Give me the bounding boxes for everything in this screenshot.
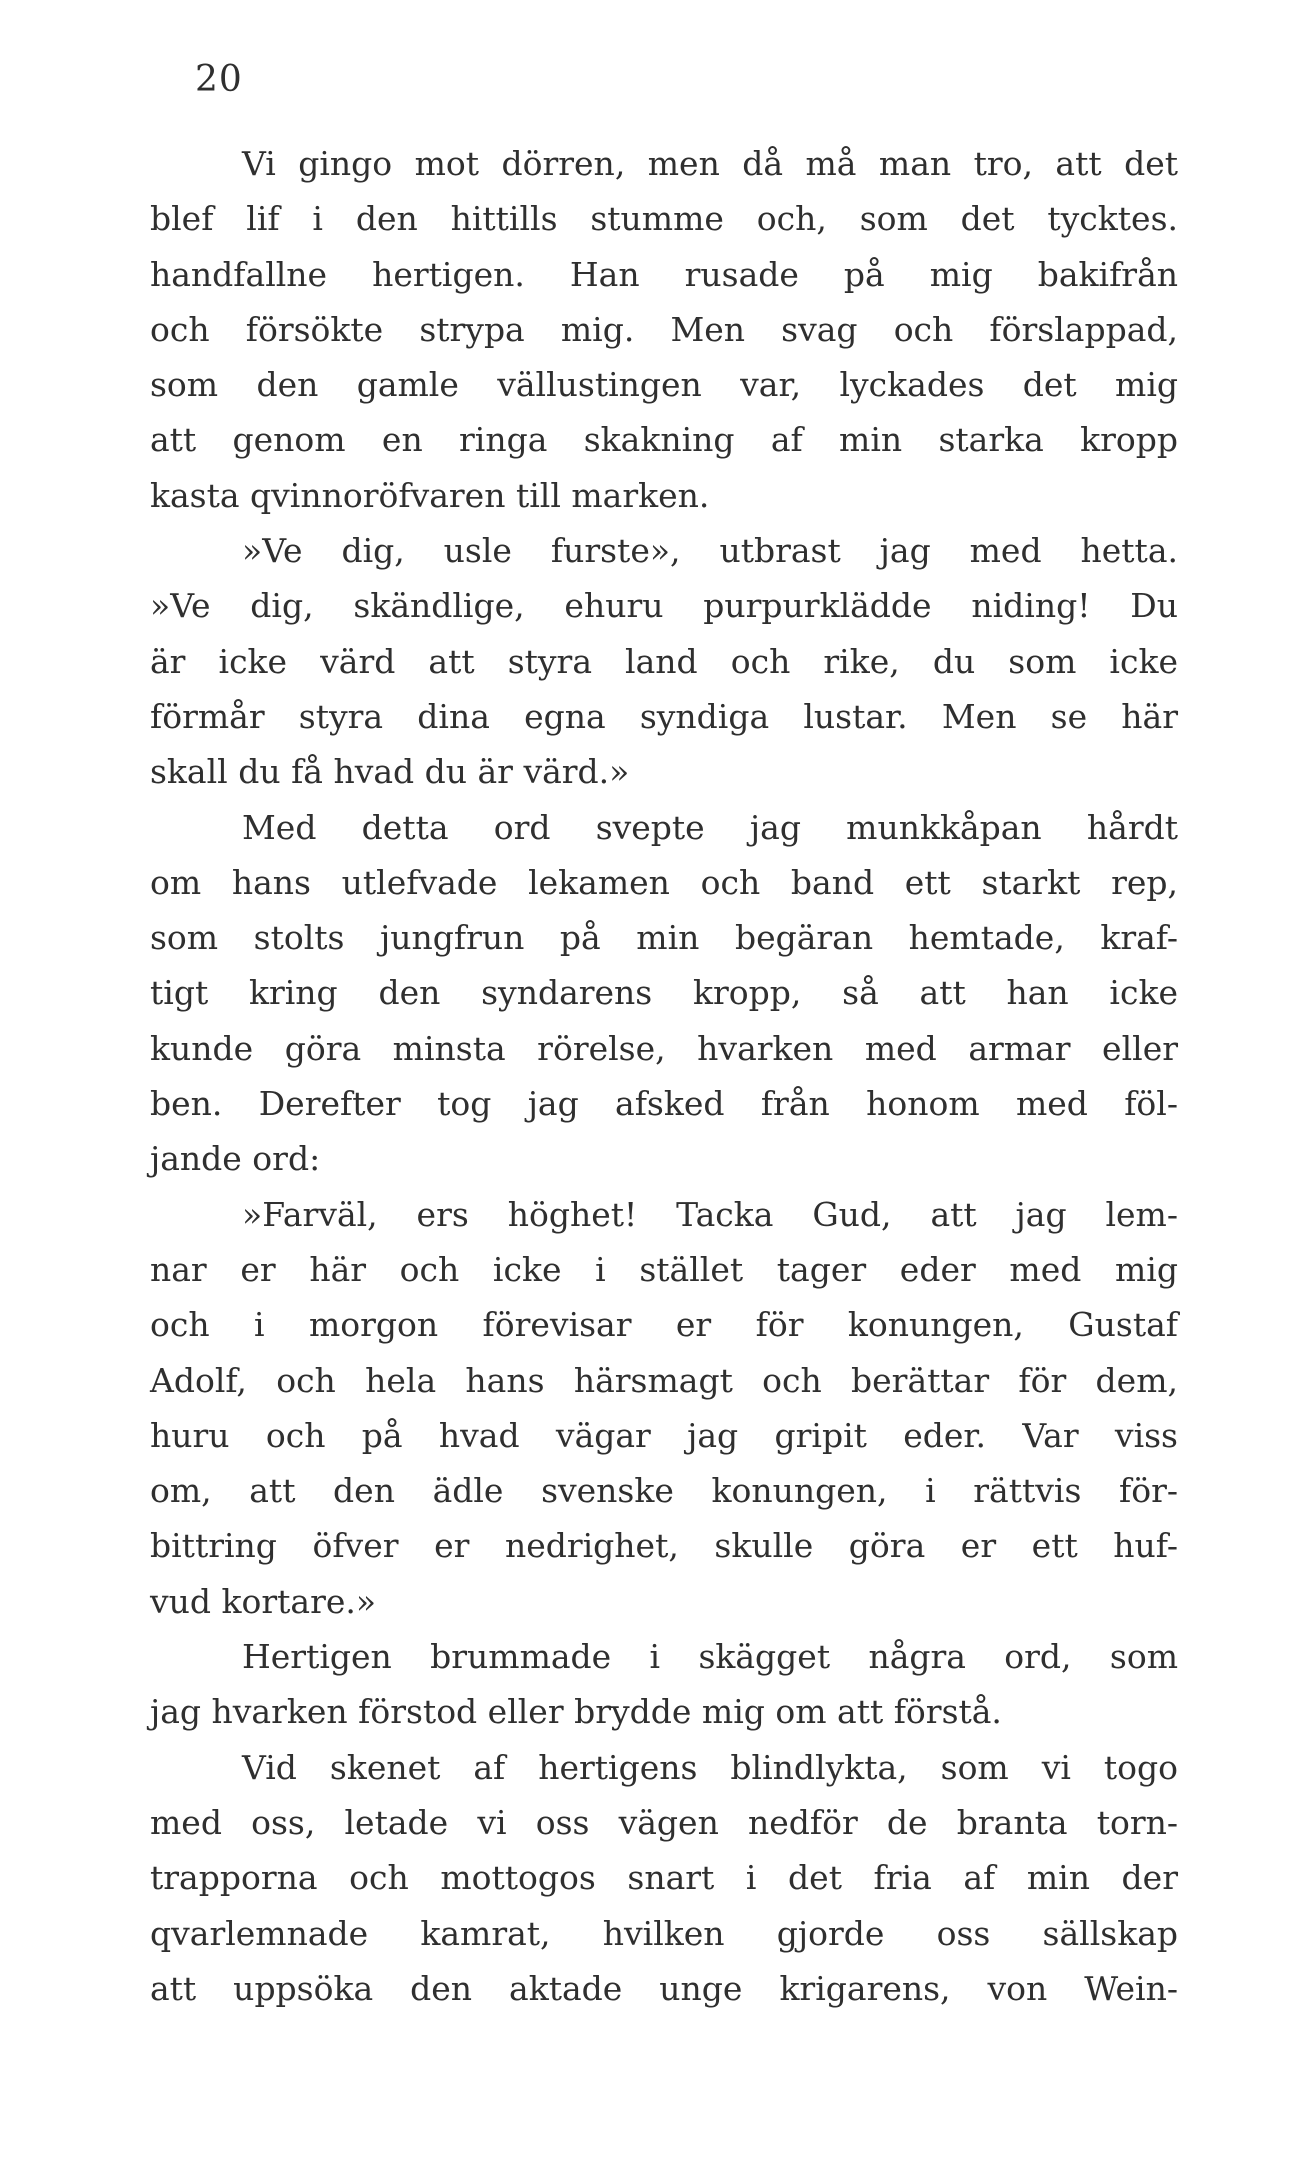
text-line: kasta qvinnoröfvaren till marken. [150,475,710,515]
text-line: om hans utlefvade lekamen och band ett starkt rep, [150,862,1178,902]
text-line: huru och på hvad vägar jag gripit eder. Var viss [150,1415,1178,1455]
text-line: blef lif i den hittills stumme och, som det tycktes. [150,199,1178,239]
text-line: trapporna och mottogos snart i det fria af min der [150,1858,1178,1898]
text-line: vud kortare.» [150,1581,377,1621]
text-line: tigt kring den syndarens kropp, så att han icke [150,973,1178,1013]
text-line: och i morgon förevisar er för konungen, Gustaf [150,1305,1178,1345]
text-line: och försökte strypa mig. Men svag och förslappad, [150,309,1178,349]
text-line: »Ve dig, usle furste», utbrast jag med hetta. [242,531,1178,571]
text-line: förmår styra dina egna syndiga lustar. Men se här [150,696,1178,736]
text-line: qvarlemnade kamrat, hvilken gjorde oss sällskap [150,1913,1178,1953]
text-line: att uppsöka den aktade unge krigarens, von Wein- [150,1968,1178,2008]
text-line: bittring öfver er nedrighet, skulle göra er ett huf- [150,1526,1178,1566]
text-line: Adolf, och hela hans härsmagt och berättar för dem, [150,1360,1178,1400]
text-line: som stolts jungfrun på min begäran hemtade, kraf- [150,918,1178,958]
text-line: om, att den ädle svenske konungen, i rättvis för- [150,1471,1178,1511]
text-line: Med detta ord svepte jag munkkåpan hårdt [242,807,1178,847]
text-line: Vi gingo mot dörren, men då må man tro, att det [242,144,1178,183]
text-line: ben. Derefter tog jag afsked från honom med föl- [150,1084,1178,1124]
text-line: Vid skenet af hertigens blindlykta, som vi togo [242,1747,1178,1787]
text-line: som den gamle vällustingen var, lyckades det mig [150,365,1178,405]
text-line: är icke värd att styra land och rike, du som icke [150,641,1178,681]
text-line: handfallne hertigen. Han rusade på mig bakifrån [150,254,1178,294]
text-line: jag hvarken förstod eller brydde mig om att förstå. [150,1692,1002,1732]
text-line: »Ve dig, skändlige, ehuru purpurklädde niding! Du [150,586,1178,626]
text-line: jande ord: [150,1139,321,1179]
text-line: med oss, letade vi oss vägen nedför de branta torn- [150,1802,1178,1842]
text-line: Hertigen brummade i skägget några ord, som [242,1637,1178,1677]
text-line: kunde göra minsta rörelse, hvarken med armar eller [150,1028,1178,1068]
text-line: »Farväl, ers höghet! Tacka Gud, att jag lem- [242,1194,1178,1234]
body-text [150,136,1178,2016]
text-line: att genom en ringa skakning af min starka kropp [150,420,1178,460]
page-number: 20 [195,59,243,100]
text-line: skall du få hvad du är värd.» [150,752,630,792]
text-line: nar er här och icke i stället tager eder med mig [150,1249,1178,1289]
